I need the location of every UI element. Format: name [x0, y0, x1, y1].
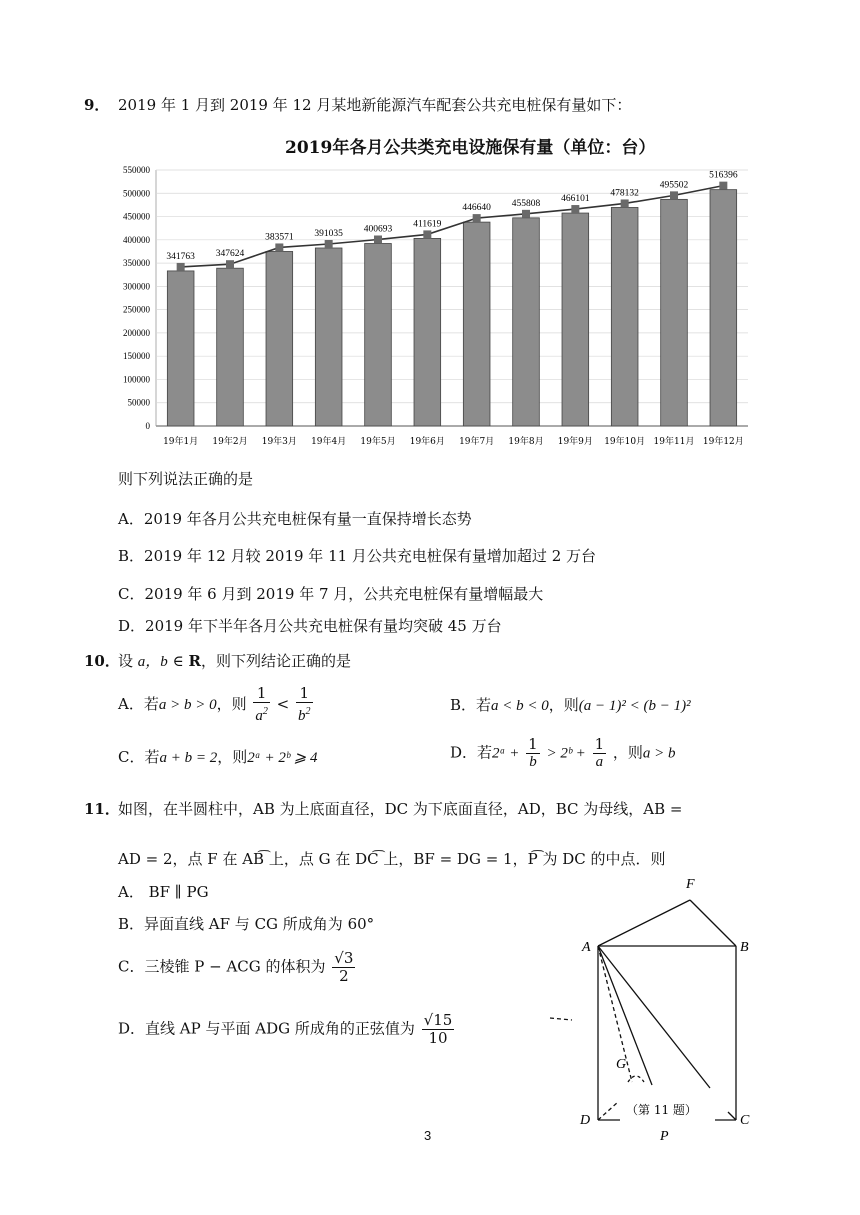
- y-tick-label: 300000: [123, 281, 150, 292]
- data-label: 400693: [363, 224, 393, 235]
- x-tick-label: 19年11月: [653, 437, 695, 447]
- data-point: [473, 214, 481, 222]
- bar: [710, 190, 737, 426]
- x-tick-label: 19年8月: [508, 437, 544, 447]
- data-label: 516396: [709, 170, 738, 181]
- label-a: A: [582, 940, 591, 955]
- series-line: [181, 186, 724, 267]
- bar: [365, 243, 392, 426]
- y-tick-label: 250000: [123, 304, 150, 315]
- y-tick-label: 350000: [123, 258, 150, 269]
- question-number: 10．: [84, 652, 120, 670]
- y-tick-label: 0: [145, 421, 150, 431]
- label-b: B: [740, 940, 749, 955]
- data-point: [719, 182, 727, 190]
- y-tick-label: 500000: [123, 188, 150, 199]
- data-point: [226, 260, 234, 268]
- option-b: B．2019 年 12 月较 2019 年 11 月公共充电桩保有量增加超过 2 万台: [118, 547, 597, 565]
- question-stem: 2019 年 1 月到 2019 年 12 月某地新能源汽车配套公共充电桩保有量如下：: [118, 96, 632, 114]
- bar: [513, 218, 540, 426]
- option-d: D．2019 年下半年各月公共充电桩保有量均突破 45 万台: [118, 617, 502, 635]
- y-tick-label: 200000: [123, 327, 150, 338]
- data-label: 455808: [511, 198, 541, 209]
- chart-title: 2019年各月公共类充电设施保有量（单位：台）: [285, 138, 656, 158]
- bar: [217, 268, 244, 426]
- label-f: F: [686, 877, 695, 892]
- data-label: 495502: [659, 180, 689, 191]
- y-tick-label: 150000: [123, 351, 150, 362]
- question-prompt: 则下列说法正确的是: [118, 470, 254, 488]
- data-point: [522, 210, 530, 218]
- option-c: C．2019 年 6 月到 2019 年 7 月，公共充电桩保有量增幅最大: [118, 585, 544, 603]
- data-point: [325, 240, 333, 248]
- question-number: 9．: [84, 96, 110, 114]
- data-label: 446640: [462, 203, 491, 214]
- bar: [315, 248, 342, 426]
- x-tick-label: 19年12月: [702, 437, 744, 447]
- bar: [661, 199, 688, 426]
- page-number: 3: [424, 1128, 432, 1143]
- x-tick-label: 19年7月: [459, 437, 495, 447]
- option-b: B．异面直线 AF 与 CG 所成角为 60°: [118, 915, 375, 933]
- bar: [414, 238, 441, 426]
- x-tick-label: 19年9月: [557, 437, 593, 447]
- data-label: 478132: [610, 188, 639, 199]
- data-label: 383571: [265, 232, 294, 243]
- data-label: 411619: [413, 219, 442, 230]
- question-stem-line1: 如图，在半圆柱中，AB 为上底面直径，DC 为下底面直径，AD，BC 为母线，AB =: [118, 800, 683, 818]
- data-point: [177, 263, 185, 271]
- data-point: [275, 243, 283, 251]
- x-tick-label: 19年5月: [360, 437, 396, 447]
- option-a: A． BF ∥ PG: [118, 883, 209, 901]
- figure-caption: （第 11 题）: [626, 1103, 697, 1117]
- option-a: A．2019 年各月公共充电桩保有量一直保持增长态势: [118, 510, 472, 528]
- bar: [611, 207, 638, 426]
- x-tick-label: 19年3月: [261, 437, 297, 447]
- option-d: D．若2ᵃ + $\frac{1}{b}$ > 2ᵇ + $\frac{1}{a}$ ，则a > b: [450, 735, 676, 770]
- data-label: 341763: [166, 251, 195, 262]
- x-tick-label: 19年10月: [604, 437, 646, 447]
- question-stem-line2: AD = 2，点 F 在 AB͡ 上，点 G 在 DC͡ 上，BF = DG = 1，P͡ 为 DC 的中点．则: [118, 850, 666, 868]
- bar: [463, 222, 490, 426]
- label-d: D: [580, 1113, 591, 1128]
- y-tick-label: 100000: [123, 374, 150, 385]
- option-a: A．若a > b > 0，则 $\frac{1}{a^2}$ < $\frac{1}{b^2}$: [118, 684, 311, 724]
- data-point: [571, 205, 579, 213]
- bar: [167, 271, 194, 426]
- option-c: C．若a + b = 2，则2ᵃ + 2ᵇ ⩾ 4: [118, 748, 318, 766]
- x-tick-label: 19年1月: [163, 437, 199, 447]
- y-tick-label: 400000: [123, 234, 150, 245]
- bar: [562, 213, 589, 426]
- y-tick-label: 450000: [123, 211, 150, 222]
- data-point: [621, 199, 629, 207]
- data-point: [374, 235, 382, 243]
- data-label: 347624: [215, 249, 245, 260]
- bar-chart: [108, 160, 758, 456]
- label-p: P: [660, 1129, 669, 1144]
- data-point: [423, 230, 431, 238]
- label-c: C: [740, 1113, 750, 1128]
- data-point: [670, 191, 678, 199]
- x-tick-label: 19年4月: [311, 437, 347, 447]
- geometry-figure: [540, 870, 770, 1145]
- option-d: D．直线 AP 与平面 ADG 所成角的正弦值为 $\frac{√15}{10}$: [118, 1011, 453, 1047]
- bar: [266, 251, 293, 426]
- question-number: 11．: [84, 800, 120, 818]
- label-g: G: [616, 1057, 627, 1072]
- x-tick-label: 19年2月: [212, 437, 248, 447]
- question-stem: 设 a，b ∈ R，则下列结论正确的是: [118, 652, 351, 670]
- y-tick-label: 50000: [127, 397, 150, 408]
- x-tick-label: 19年6月: [409, 437, 445, 447]
- option-b: B．若a < b < 0，则(a − 1)² < (b − 1)²: [450, 696, 691, 714]
- data-label: 466101: [561, 194, 590, 205]
- data-label: 391035: [314, 228, 343, 239]
- option-c: C．三棱锥 P − ACG 的体积为 $\frac{√3}{2}$: [118, 949, 354, 985]
- y-tick-label: 550000: [123, 165, 150, 175]
